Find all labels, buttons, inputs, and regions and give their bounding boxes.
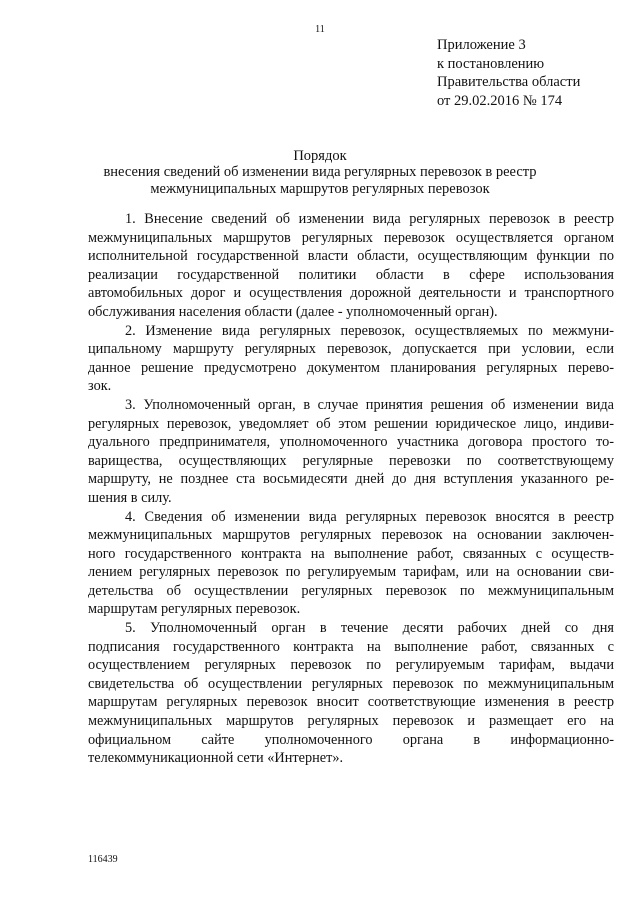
paragraph-4 [88,508,614,620]
paragraph-3 [88,396,614,508]
document-body [88,210,614,768]
paragraph-1 [88,210,614,322]
paragraph-5 [88,619,614,768]
text-line: 2. Изменение вида регулярных перевозок, осуществляемых по межмуни- [125,322,614,339]
text-line: регулярных перевозок, уведомляет об этом решении юридическое лицо, индиви- [88,415,614,432]
text-line: межмуниципальных маршрутов регулярных перевозок и размещает его на [88,713,614,730]
document-subtitle-line: межмуниципальных маршрутов регулярных перевозок [150,181,490,197]
appendix-line: Приложение 3 [437,37,526,53]
text-line: маршрутам регулярных перевозок. [88,601,301,618]
text-line: 5. Уполномоченный орган в течение десяти рабочих дней со дня [125,620,614,637]
page-number: 11 [315,24,325,35]
text-line: зок. [88,378,112,395]
text-line: телекоммуникационной сети «Интернет». [88,750,344,767]
text-line: межмуниципальных маршрутов регулярных перевозок на основании заключен- [88,527,614,544]
text-line: обслуживания населения области (далее - уполномоченный орган). [88,303,498,320]
text-line: детельства об осуществлении регулярных перевозок по межмуниципальным [88,582,614,599]
text-line: ного государственного контракта на выполнение работ, связанных с осуществ- [88,545,614,562]
text-line: 4. Сведения об изменении вида регулярных перевозок вносятся в реестр [125,508,614,525]
text-line: ципальному маршруту регулярных перевозок, допускается при условии, если [88,341,614,358]
appendix-line: Правительства области [437,74,581,90]
text-line: маршрутам регулярных перевозок вносит соответствующие изменения в реестр [88,694,614,711]
appendix-block [437,36,627,110]
text-line: исполнительной государственной власти области, осуществляющим функции по [88,248,614,265]
text-line: автомобильных дорог и осуществления дорожной деятельности и транспортного [88,285,614,302]
text-line: лением регулярных перевозок по регулируемым тарифам, или на основании сви- [88,564,614,581]
text-line: 1. Внесение сведений об изменении вида регулярных перевозок в реестр [125,211,614,227]
text-line: 3. Уполномоченный орган, в случае принятия решения об изменении вида [125,396,614,413]
text-line: реализации государственной политики области в сфере использования [88,266,614,283]
document-subtitle-line: внесения сведений об изменении вида регулярных перевозок в реестр [103,164,537,180]
appendix-line: к постановлению [437,55,545,72]
text-line: осуществлением регулярных перевозок по регулируемым тарифам, выдачи [88,657,614,674]
paragraph-2 [88,322,614,396]
text-line: свидетельства об осуществлении регулярных перевозок по межмуниципальным [88,675,614,692]
text-line: данное решение предусмотрено документом планирования регулярных перево- [88,359,614,376]
text-line: межмуниципальных маршрутов регулярных перевозок осуществляется органом [88,229,614,246]
text-line: маршруту, не позднее ста восьмидесяти дней до дня вступления указанного ре- [88,471,614,488]
document-heading: Порядок [293,148,347,164]
text-line: официальном сайте уполномоченного органа в информационно- [88,731,614,748]
text-line: варищества, осуществляющих регулярные перевозки по соответствующему [88,452,614,469]
text-line: шения в силу. [88,489,172,506]
text-line: дуального предпринимателя, уполномоченного участника договора простого то- [88,434,614,451]
text-line: подписания государственного контракта на выполнение работ, связанных с [88,638,614,655]
document-code: 116439 [88,854,118,865]
appendix-line: от 29.02.2016 № 174 [437,92,563,109]
